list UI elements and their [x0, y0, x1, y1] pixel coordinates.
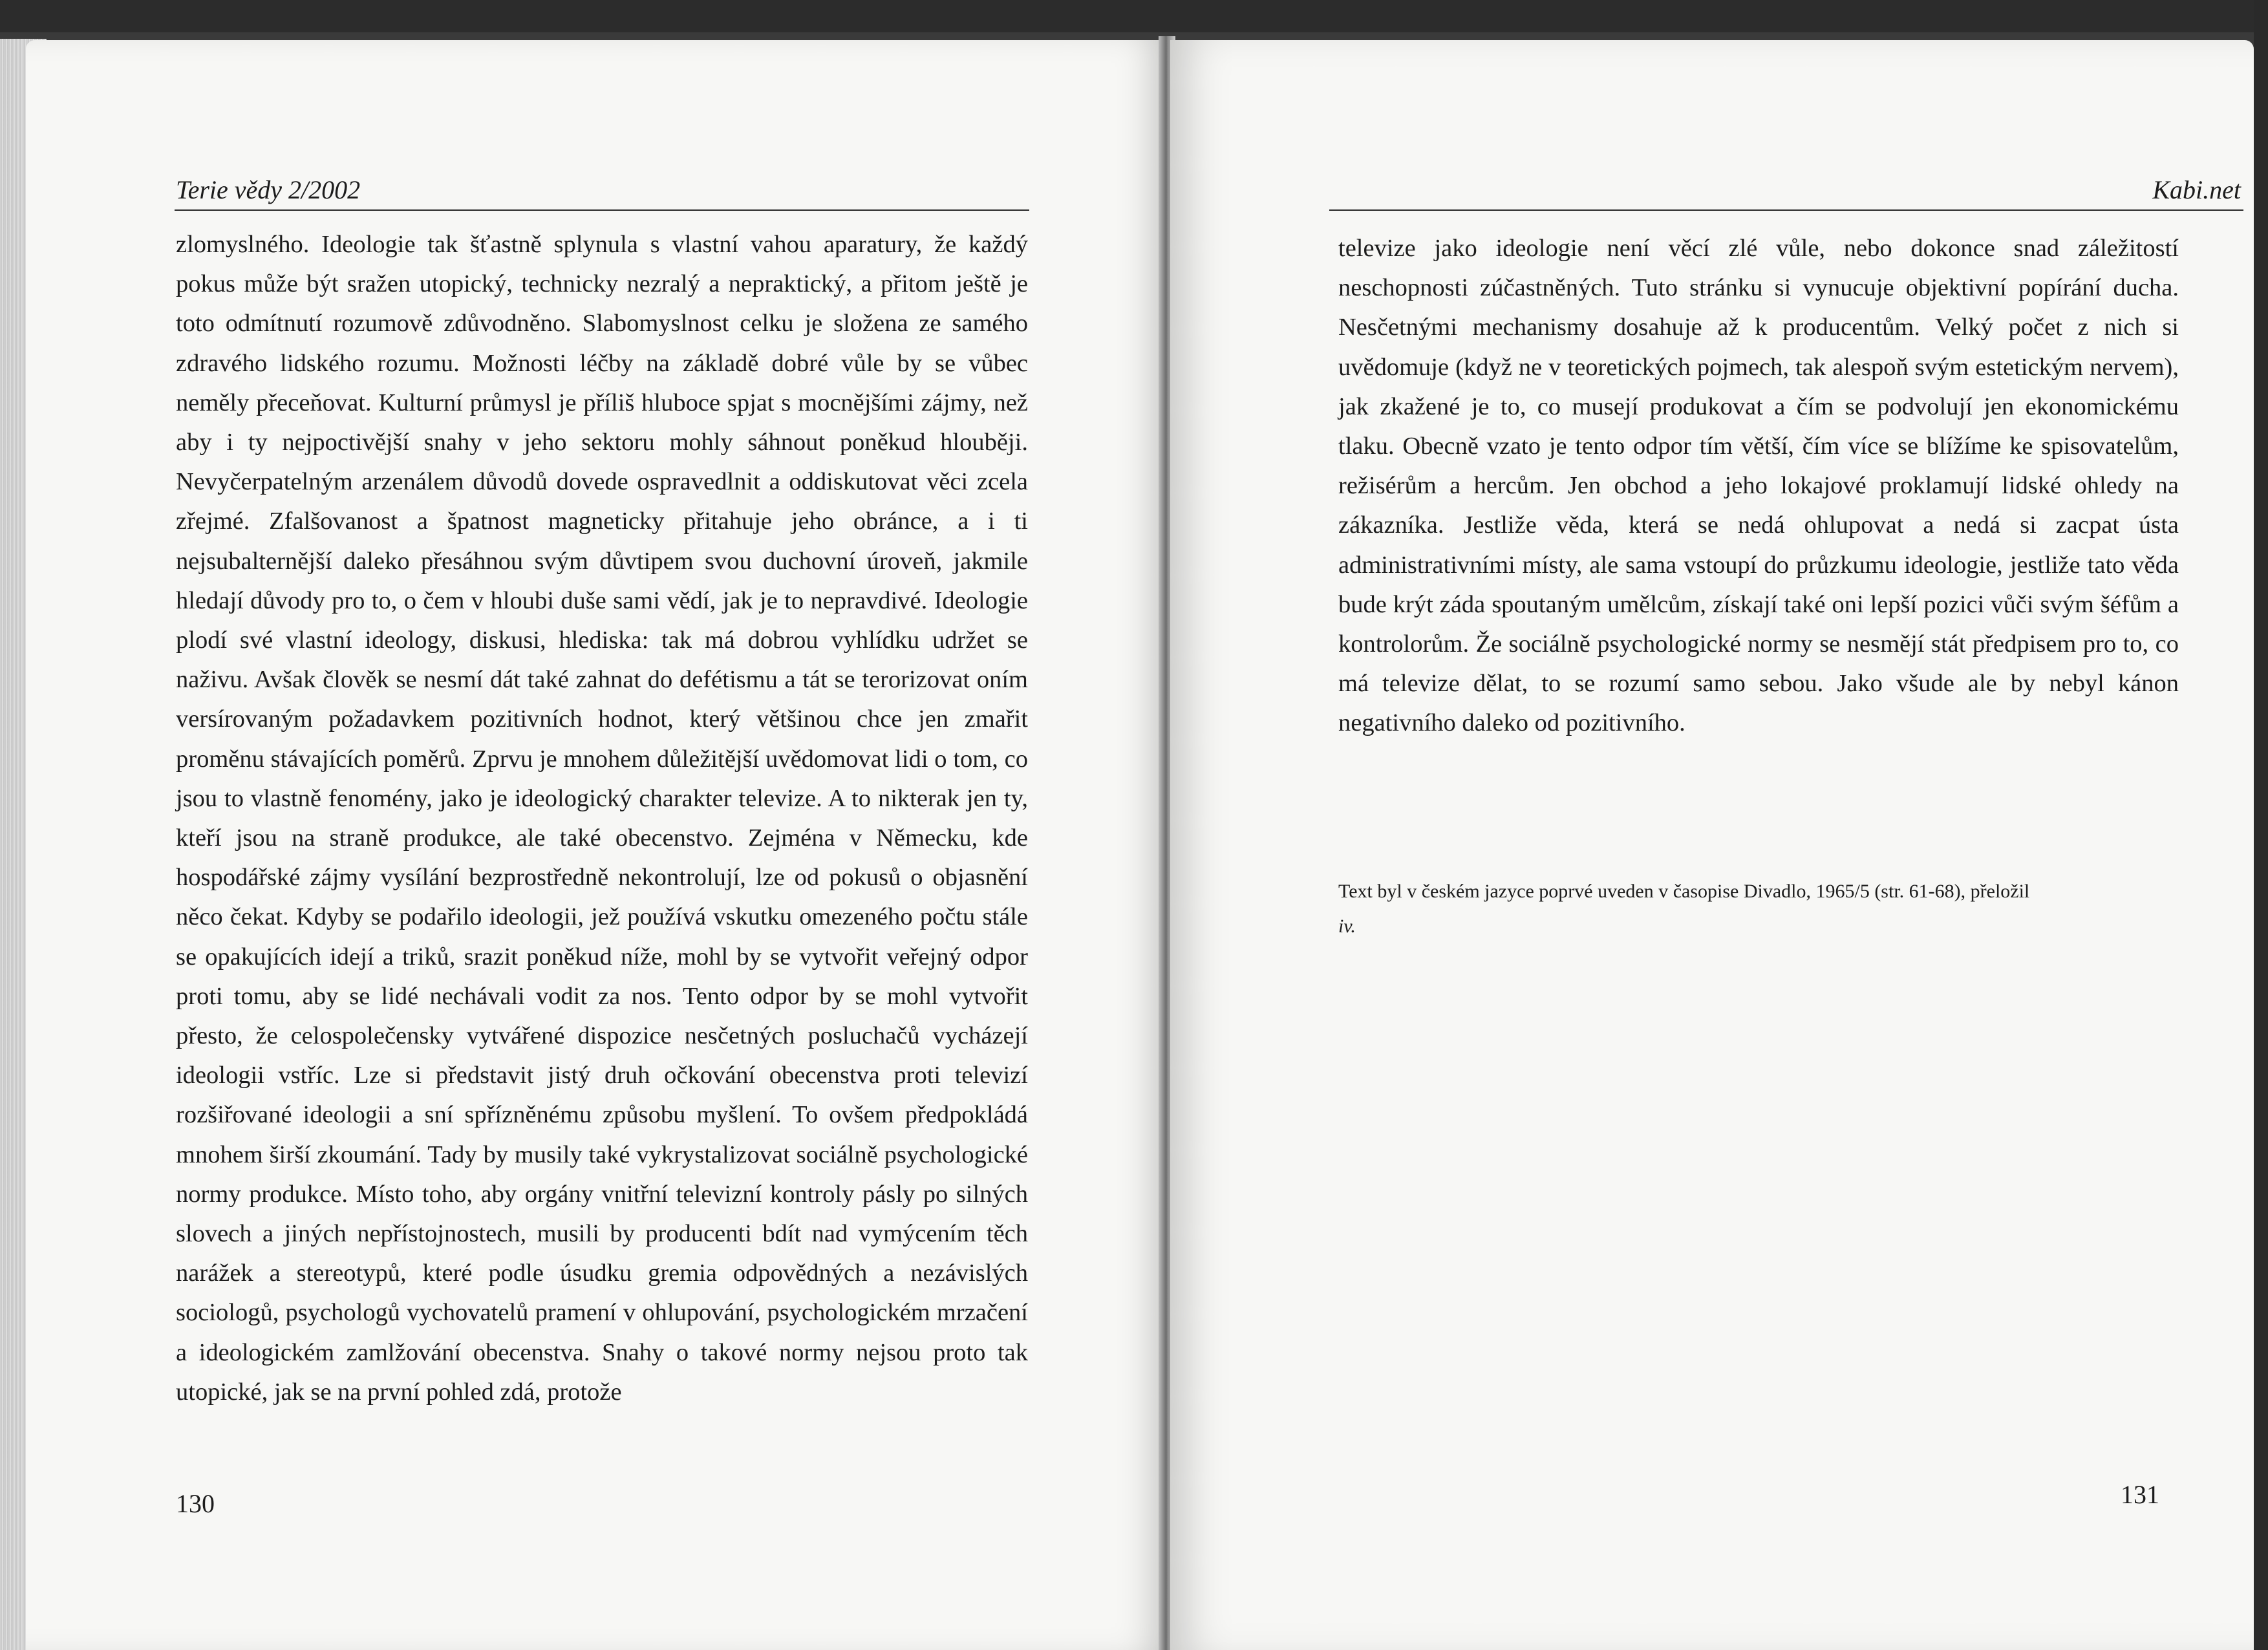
right-page — [1170, 40, 2254, 1650]
header-rule-right — [1329, 209, 2243, 211]
right-page-body-text: televize jako ideologie není věcí zlé vůle, nebo dokonce snad záležitostí neschopnosti zúčastněných. Tuto stránku si vynucuje objektivní popírání ducha. Nesčetnými mechanismy dosahuje až k producentům. Velký počet z nich si uvědomuje (když ne v teoretických pojmech, tak alespoň svým estetickým nervem), jak zkažené je to, co musejí produkovat a čím se podvolují jen ekonomickému tlaku. Obecně vzato je tento odpor tím větší, čím více se blížíme ke spisovatelům, režisérům a hercům. Jen obchod a jeho lokajové proklamují lidské ohledy na zákazníka. Jestliže věda, která se nedá ohlupovat a nedá si zacpat ústa administrativními místy, ale sama vstoupí do průzkumu ideologie, jestliže tato věda bude krýt záda spoutaným umělcům, získají také oni lepší pozici vůči svým šéfům a kontrolorům. Že sociálně psychologické normy se nesmějí stát předpisem pro to, co má televize dělat, to se rozumí samo sebou. Jako všude ale by nebyl kánon negativního daleko od pozitivního. — [1338, 235, 2179, 737]
footnote-translator: iv. — [1338, 916, 1356, 937]
footnote — [1338, 874, 2179, 944]
left-page-body-text: zlomyslného. Ideologie tak šťastně splynula s vlastní vahou aparatury, že každý pokus může být sražen utopický, technicky nezralý a nepraktický, a přitom ještě je toto odmítnutí rozumově zdůvodněno. Slabomyslnost celku je složena ze samého zdravého lidského rozumu. Možnosti léčby na základě dobré vůle by se vůbec neměly přeceňovat. Kulturní průmysl je příliš hluboce spjat s mocnějšími zájmy, než aby i ty nejpoctivější snahy v jeho sektoru mohly sáhnout poněkud hlouběji. Nevyčerpatelným arzenálem důvodů dovede ospravedlnit a oddiskutovat věci zcela zřejmé. Zfalšovanost a špatnost magneticky přitahuje jeho obránce, a i ti nejsubalternější daleko přesáhnou svým důvtipem svou duchovní úroveň, jakmile hledají důvody pro to, o čem v hloubi duše sami vědí, jak je to nepravdivé. Ideologie plodí své vlastní ideology, diskusi, hlediska: tak má dobrou vyhlídku udržet se naživu. Avšak člověk se nesmí dát také zahnat do defétismu a tát se terorizovat oním versírovaným požadavkem pozitivních hodnot, který většinou chce jen zmařit proměnu stávajících poměrů. Zprvu je mnohem důležitější uvědomovat lidi o tom, co jsou to vlastně fenomény, jako je ideologický charakter televize. A to nikterak jen ty, kteří jsou na straně produkce, ale také obecenstvo. Zejména v Německu, kde hospodářské zájmy vysílání bezprostředně nekontrolují, lze od pokusů o objasnění něco čekat. Kdyby se podařilo ideologii, jež používá vskutku omezeného počtu stále se opakujících idejí a triků, srazit poněkud níže, mohl by se vytvořit veřejný odpor proti tomu, aby se lidé nechávali vodit za nos. Tento odpor by se mohl vytvořit přesto, že celospolečensky vytvářené dispozice nesčetných posluchačů vycházejí ideologii vstříc. Lze si představit jistý druh očkování obecenstva proti televizí rozšiřované ideologii a sní spřízněnému způsobu myšlení. To ovšem předpokládá mnohem širší zkoumání. Tady by musily také vykrystalizovat sociálně psychologické normy produkce. Místo toho, aby orgány vnitřní televizní kontroly pásly po silných slovech a jiných nepřístojnostech, musili by producenti bdít nad vymýcením těch narážek a stereotypů, které podle úsudku gremia odpovědných a nezávislých sociologů, psychologů vychovatelů pramení v ohlupování, psychologickém mrzačení a ideologickém zamlžování obecenstva. Snahy o takové normy nejsou proto tak utopické, jak se na první pohled zdá, protože — [176, 231, 1028, 1406]
scanner-background-top — [0, 0, 2268, 32]
page-number-right: 131 — [2121, 1480, 2159, 1509]
running-head-right: Kabi.net — [2152, 175, 2241, 204]
header-rule-left — [175, 209, 1029, 211]
page-number-left: 130 — [176, 1489, 215, 1518]
footnote-text: Text byl v českém jazyce poprvé uveden v časopise Divadlo, 1965/5 (str. 61-68), přeložil — [1338, 881, 2030, 902]
running-head-left: Terie vědy 2/2002 — [176, 175, 361, 204]
scanner-background-right — [2254, 0, 2268, 1650]
left-page — [26, 40, 1164, 1650]
